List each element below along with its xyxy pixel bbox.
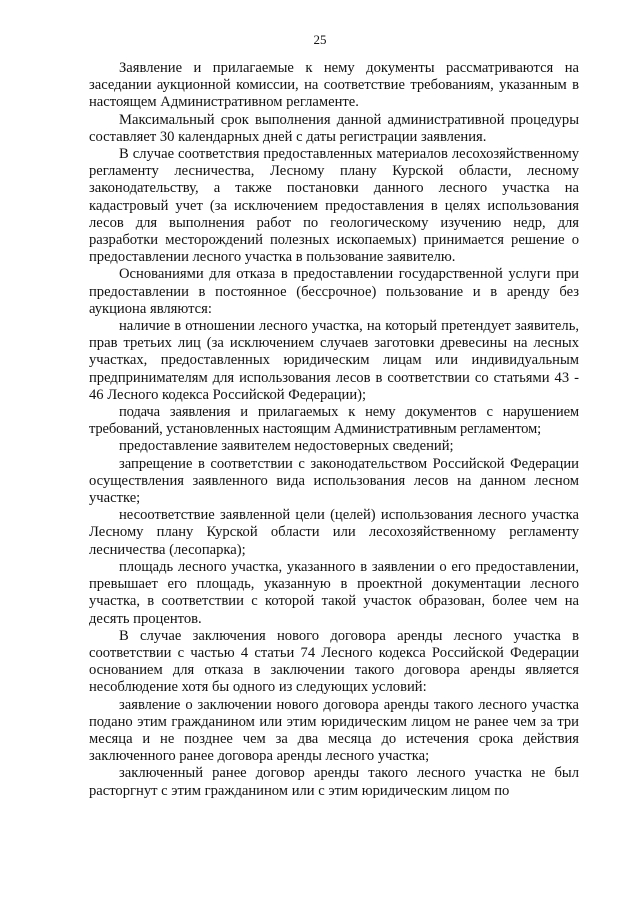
paragraph-false-information: предоставление заявителем недостоверных сведений; [119,438,454,455]
paragraph-third-party-rights: наличие в отношении лесного участка, на который претендует заявитель, прав третьих лиц (за исключением случаев заготовки древесины на лесных участках, предоставленных юридическим лицам или индивидуальным предпринимателям для использования лесов в соответствии со статьями 43 - 46 Лесного кодекса Российской Федерации); [89,318,579,403]
paragraph-new-lease-refusal: В случае заключения нового договора аренды лесного участка в соответствии с частью 4 статьи 74 Лесного кодекса Российской Федерации основанием для отказа в заключении такого договора аренды является несоблюдение хотя бы одного из следующих условий: [89,627,579,696]
paragraph-application-review: Заявление и прилагаемые к нему документы рассматриваются на заседании аукционной комиссии, на соответствие требованиям, указанным в настоящем Административном регламенте. [89,60,579,111]
paragraph-lease-not-terminated: заключенный ранее договор аренды такого лесного участка не был расторгнут с этим гражданином или с этим юридическим лицом по [89,765,579,799]
page-number: 25 [313,32,327,47]
paragraph-application-timing: заявление о заключении нового договора аренды такого лесного участка подано этим гражданином или этим юридическим лицом не ранее чем за три месяца и не позднее чем за два месяца до истечения срока действия заключенного ранее договора аренды лесного участка; [89,696,579,765]
document-body [89,60,579,800]
paragraph-prohibition: запрещение в соответствии с законодательством Российской Федерации осуществления заявленного вида использования лесов на данном лесном участке; [89,455,579,507]
paragraph-max-duration: Максимальный срок выполнения данной административной процедуры составляет 30 календарных дней с даты регистрации заявления. [89,111,579,145]
paragraph-purpose-mismatch: несоответствие заявленной цели (целей) использования лесного участка Лесному плану Курской области или лесохозяйственному регламенту лесничества (лесопарка); [89,507,579,558]
paragraph-area-excess: площадь лесного участка, указанного в заявлении о его предоставлении, превышает его площадь, указанную в проектной документации лесного участка, в соответствии с которой такой участок образован, более чем на десять процентов. [89,558,579,627]
paragraph-refusal-grounds-intro: Основаниями для отказа в предоставлении государственной услуги при предоставлении в постоянное (бессрочное) пользование и в аренду без аукциона являются: [89,266,579,317]
paragraph-compliance-decision: В случае соответствия предоставленных материалов лесохозяйственному регламенту лесничества, Лесному плану Курской области, лесному законодательству, а также постановки данного лесного участка на кадастровый учет (за исключением предоставления в целях использования лесов для выполнения работ по геологическому изучению недр, для разработки месторождений полезных ископаемых) принимается решение о предоставлении лесного участка в пользование заявителю. [89,146,579,266]
paragraph-filing-violation: подача заявления и прилагаемых к нему документов с нарушением требований, установленных настоящим Административным регламентом; [89,404,579,438]
